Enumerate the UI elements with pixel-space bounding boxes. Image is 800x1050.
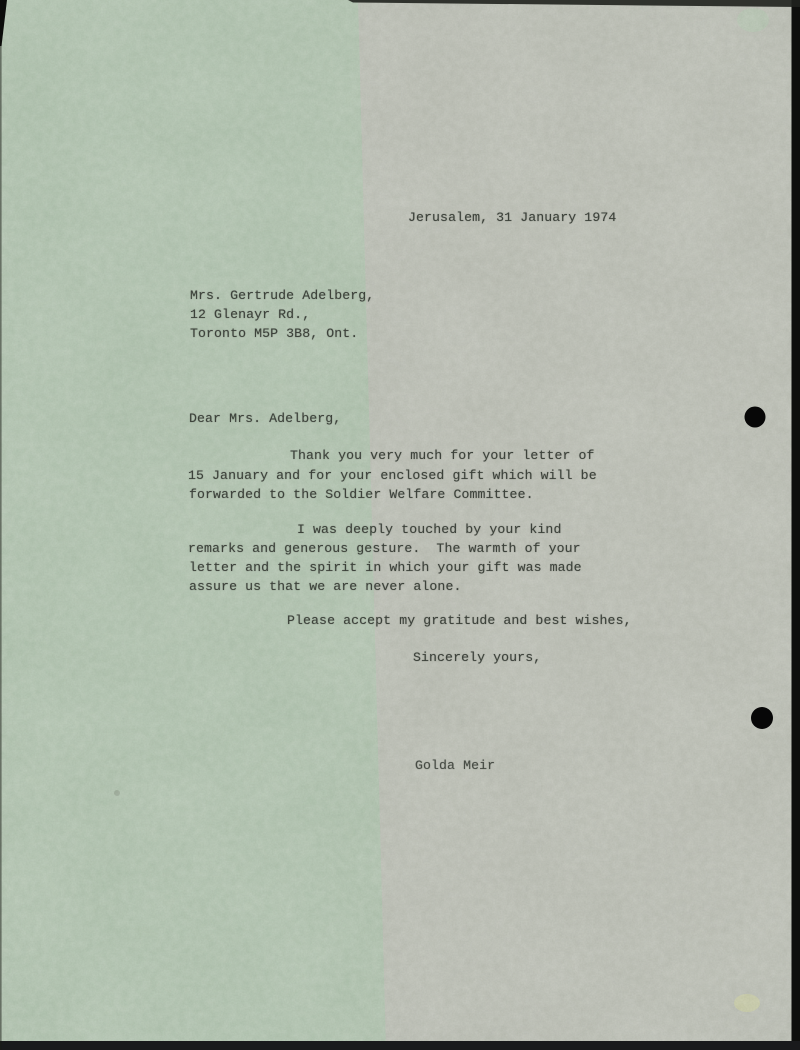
body-line: assure us that we are never alone.: [189, 579, 462, 594]
body-line: forwarded to the Soldier Welfare Committee.: [189, 487, 534, 502]
recipient-street-line: 12 Glenayr Rd.,: [190, 307, 311, 322]
recipient-city-line: Toronto M5P 3B8, Ont.: [190, 326, 359, 341]
date-line: Jerusalem, 31 January 1974: [408, 210, 617, 225]
recipient-name-line: Mrs. Gertrude Adelberg,: [190, 288, 375, 303]
body-line: Thank you very much for your letter of: [290, 448, 595, 463]
salutation: Dear Mrs. Adelberg,: [189, 411, 342, 426]
signature-name: Golda Meir: [415, 758, 496, 773]
body-line: remarks and generous gesture. The warmth of your: [188, 541, 581, 556]
closing-sentence: Please accept my gratitude and best wishes,: [287, 613, 632, 628]
body-line: letter and the spirit in which your gift was made: [189, 560, 582, 575]
valediction: Sincerely yours,: [413, 650, 542, 665]
body-line: I was deeply touched by your kind: [297, 522, 562, 537]
body-line: 15 January and for your enclosed gift which will be: [188, 468, 597, 483]
